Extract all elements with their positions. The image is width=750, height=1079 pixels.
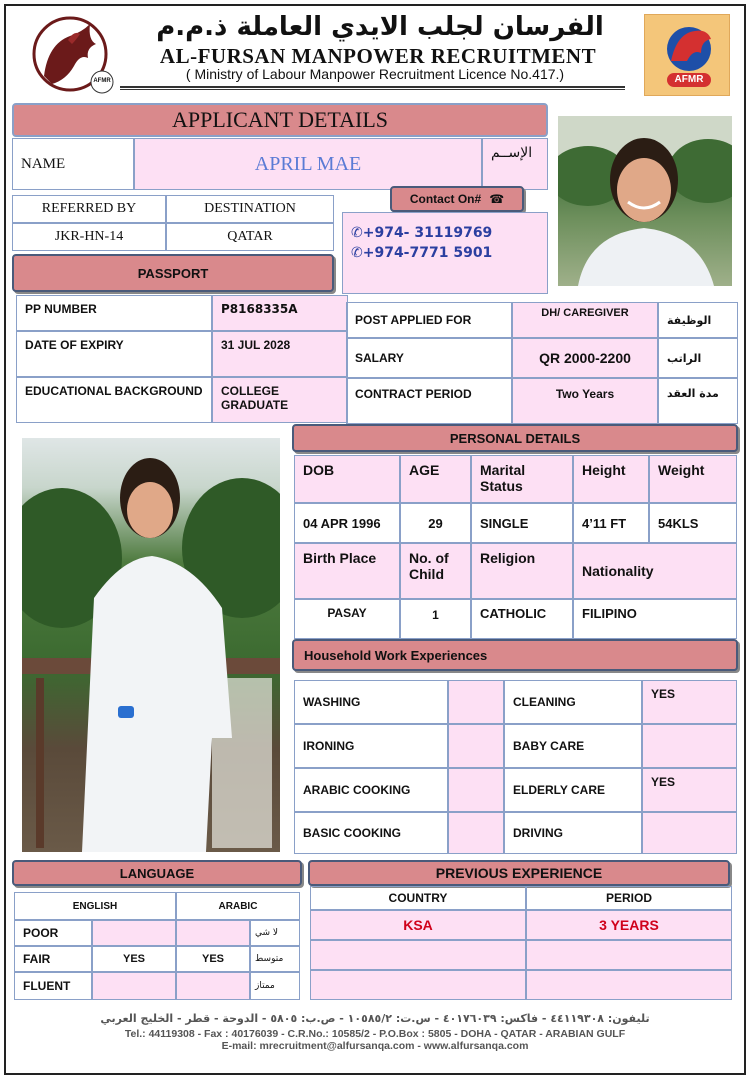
name-value: APRIL MAE — [134, 138, 482, 190]
marital-value: SINGLE — [471, 503, 573, 543]
household-task-value — [448, 768, 504, 812]
full-body-portrait-icon — [22, 438, 280, 852]
household-task-value — [642, 724, 737, 768]
phone-1: ✆+974- 31119769 — [351, 225, 493, 241]
language-english-value — [92, 972, 176, 1000]
contract-label: CONTRACT PERIOD — [346, 378, 512, 424]
applicant-full-photo — [22, 438, 280, 852]
weight-label: Weight — [649, 455, 737, 503]
household-task: IRONING — [294, 724, 448, 768]
right-logo-text: AFMR — [674, 74, 704, 85]
previous-experience-title: PREVIOUS EXPERIENCE — [308, 860, 730, 886]
birthplace-label: Birth Place — [294, 543, 400, 599]
household-task-value — [448, 680, 504, 724]
salary-label-arabic: الراتب — [658, 338, 738, 378]
company-english-name: AL-FURSAN MANPOWER RECRUITMENT — [159, 44, 597, 68]
phone-2: ✆+974-7771 5901 — [351, 245, 493, 261]
household-task: CLEANING — [504, 680, 642, 724]
name-label: NAME — [12, 138, 134, 190]
age-value: 29 — [400, 503, 471, 543]
previous-country-value: KSA — [310, 910, 526, 940]
referred-by-label: REFERRED BY — [12, 195, 166, 223]
marital-label: Marital Status — [471, 455, 573, 503]
left-logo-text: AFMR — [93, 78, 111, 84]
referred-by-value: JKR-HN-14 — [12, 223, 166, 251]
name-label-arabic: الإســم — [482, 138, 548, 190]
language-title: LANGUAGE — [12, 860, 302, 886]
language-english-header: ENGLISH — [14, 892, 176, 920]
age-label: AGE — [400, 455, 471, 503]
previous-period-header: PERIOD — [526, 886, 732, 910]
header-divider — [120, 86, 625, 90]
applicant-headshot — [558, 116, 732, 286]
household-task: DRIVING — [504, 812, 642, 854]
headshot-portrait-icon — [558, 116, 732, 286]
personal-details-title: PERSONAL DETAILS — [292, 424, 738, 452]
pp-number-value: P8168335A — [212, 295, 348, 331]
language-arabic-header: ARABIC — [176, 892, 300, 920]
previous-country-header: COUNTRY — [310, 886, 526, 910]
household-task-value — [448, 724, 504, 768]
household-task-value — [642, 812, 737, 854]
nationality-label: Nationality — [573, 543, 737, 599]
destination-value: QATAR — [166, 223, 334, 251]
previous-country-value — [310, 940, 526, 970]
language-english-value: YES — [92, 946, 176, 972]
language-level-arabic: متوسط — [250, 946, 300, 972]
salary-value: QR 2000-2200 — [512, 338, 658, 378]
post-label-arabic: الوظيفة — [658, 302, 738, 338]
salary-label: SALARY — [346, 338, 512, 378]
height-value: 4’11 FT — [573, 503, 649, 543]
household-task: WASHING — [294, 680, 448, 724]
language-level-arabic: ممتاز — [250, 972, 300, 1000]
nationality-value: FILIPINO — [573, 599, 737, 639]
right-logo — [644, 14, 730, 96]
household-task: ELDERLY CARE — [504, 768, 642, 812]
post-value: DH/ CAREGIVER — [512, 302, 658, 338]
household-task-value: YES — [642, 680, 737, 724]
previous-period-value — [526, 940, 732, 970]
language-level: FLUENT — [14, 972, 92, 1000]
pp-number-label: PP NUMBER — [16, 295, 212, 331]
education-value: COLLEGE GRADUATE — [212, 377, 348, 423]
religion-value: CATHOLIC — [471, 599, 573, 639]
language-level: POOR — [14, 920, 92, 946]
language-arabic-value: YES — [176, 946, 250, 972]
household-task-value — [448, 812, 504, 854]
language-level: FAIR — [14, 946, 92, 972]
dob-value: 04 APR 1996 — [294, 503, 400, 543]
language-arabic-value — [176, 972, 250, 1000]
children-label: No. of Child — [400, 543, 471, 599]
language-english-value — [92, 920, 176, 946]
birthplace-value: PASAY — [294, 599, 400, 639]
weight-value: 54KLS — [649, 503, 737, 543]
household-task: ARABIC COOKING — [294, 768, 448, 812]
previous-period-value: 3 YEARS — [526, 910, 732, 940]
footer-arabic: تليفون: ٤٤١١٩٣٠٨ - فاكس: ٤٠١٧٦٠٣٩ - س.ت: ١٠٥٨٥/٢ - ص.ب: ٥٨٠٥ - الدوحة - قطر - الخليج العربي — [100, 1012, 650, 1025]
footer-email: E-mail: mrecruitment@alfursanqa.com - www.alfursanqa.com — [221, 1040, 529, 1052]
footer-tel: Tel.: 44119308 - Fax : 40176039 - C.R.No.: 10585/2 - P.O.Box : 5805 - DOHA - QATAR - ARABIAN GULF — [124, 1028, 626, 1040]
household-task: BABY CARE — [504, 724, 642, 768]
expiry-value: 31 JUL 2028 — [212, 331, 348, 377]
language-level-arabic: لا شي — [250, 920, 300, 946]
height-label: Height — [573, 455, 649, 503]
previous-period-value — [526, 970, 732, 1000]
dob-label: DOB — [294, 455, 400, 503]
applicant-details-title: APPLICANT DETAILS — [12, 103, 548, 137]
children-value: 1 — [400, 599, 471, 639]
language-arabic-value — [176, 920, 250, 946]
household-task: BASIC COOKING — [294, 812, 448, 854]
company-licence: ( Ministry of Labour Manpower Recruitment Licence No.417.) — [185, 66, 565, 82]
contact-label: Contact On# — [409, 192, 482, 206]
household-task-value: YES — [642, 768, 737, 812]
contract-label-arabic: مدة العقد — [658, 378, 738, 424]
post-label: POST APPLIED FOR — [346, 302, 512, 338]
company-arabic-name: الفرسان لجلب الايدي العاملة ذ.م.م — [156, 12, 604, 42]
education-label: EDUCATIONAL BACKGROUND — [16, 377, 212, 423]
destination-label: DESTINATION — [166, 195, 334, 223]
contact-box — [342, 212, 548, 294]
contract-value: Two Years — [512, 378, 658, 424]
passport-title: PASSPORT — [12, 254, 334, 292]
expiry-label: DATE OF EXPIRY — [16, 331, 212, 377]
previous-country-value — [310, 970, 526, 1000]
contact-header — [390, 186, 524, 212]
phone-icon: ☎ — [489, 192, 505, 206]
religion-label: Religion — [471, 543, 573, 599]
left-logo — [30, 14, 118, 96]
household-title: Household Work Experiences — [292, 639, 738, 671]
